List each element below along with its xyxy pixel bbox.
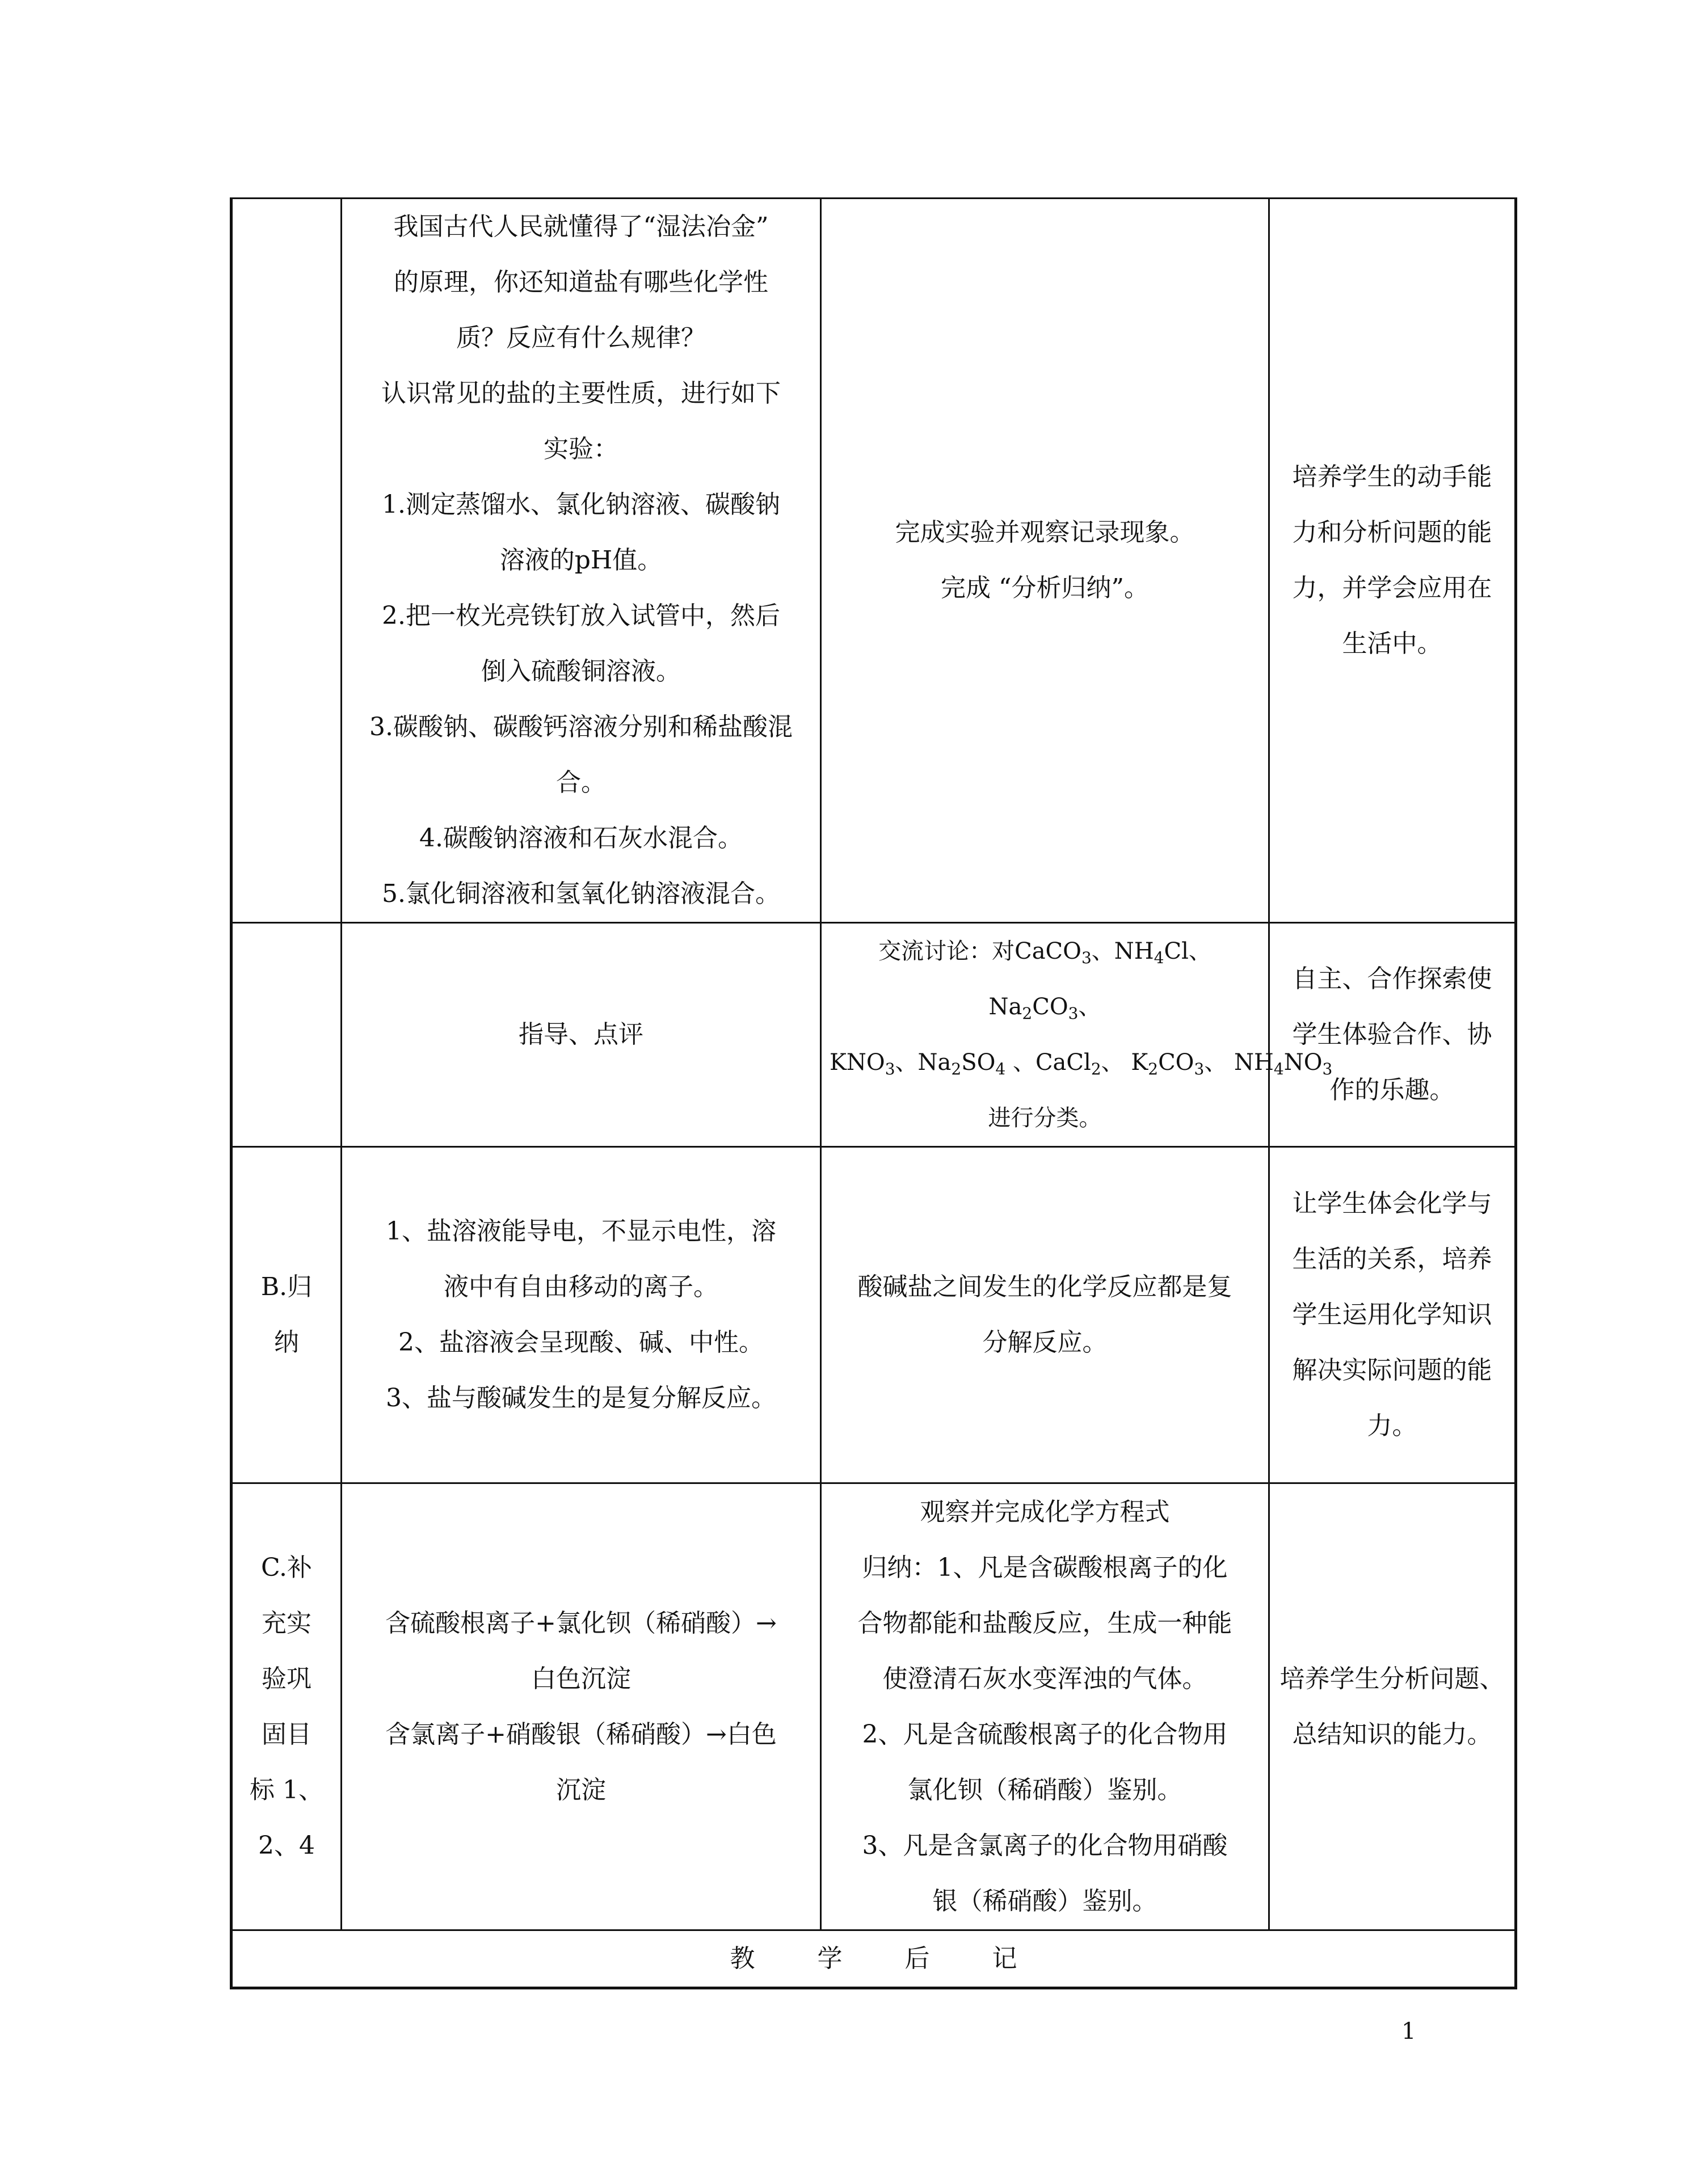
text-line: 2、凡是含硫酸根离子的化合物用 — [862, 1719, 1228, 1749]
text-line: C.补 — [260, 1553, 313, 1582]
text-line: 2、4 — [258, 1831, 315, 1860]
teaching-postscript-header — [231, 1930, 1516, 1988]
text-line: 溶液的pH值。 — [499, 546, 663, 575]
text-line: 倒入硫酸铜溶液。 — [481, 657, 681, 686]
postscript-char: 教 — [730, 1944, 755, 1973]
student-activity-cell — [821, 1483, 1269, 1930]
text-line: 解决实际问题的能 — [1292, 1356, 1492, 1385]
text-line: 2.把一枚光亮铁钉放入试管中，然后 — [382, 601, 780, 630]
text-line: 培养学生分析问题、 — [1279, 1664, 1505, 1693]
text-line: 使澄清石灰水变浑浊的气体。 — [882, 1664, 1207, 1693]
text-line: 银（稀硝酸）鉴别。 — [932, 1886, 1157, 1916]
text-line: 力和分析问题的能 — [1292, 518, 1492, 547]
text-line: 3、凡是含氯离子的化合物用硝酸 — [862, 1831, 1228, 1860]
text-line: 标 1、 — [250, 1775, 323, 1804]
phase-cell — [231, 199, 342, 923]
table-row — [231, 1483, 1516, 1930]
text-line: 分解反应。 — [982, 1328, 1108, 1357]
table-row — [231, 1147, 1516, 1483]
text-line: 含硫酸根离子+氯化钡（稀硝酸）→ — [385, 1608, 777, 1638]
design-intent-cell — [1269, 199, 1516, 923]
phase-cell — [231, 923, 342, 1147]
teacher-activity-cell — [342, 199, 821, 923]
table-row — [231, 199, 1516, 923]
text-line: 认识常见的盐的主要性质，进行如下 — [381, 379, 781, 408]
text-line: 的原理，你还知道盐有哪些化学性 — [394, 268, 768, 297]
student-activity-cell — [821, 1147, 1269, 1483]
text-line: 充实 — [262, 1608, 311, 1638]
phase-cell — [231, 1147, 342, 1483]
text-line: 力。 — [1367, 1411, 1417, 1440]
text-line: 液中有自由移动的离子。 — [444, 1272, 718, 1301]
text-line: 力，并学会应用在 — [1292, 574, 1492, 602]
text-line: 合。 — [556, 768, 606, 797]
text-line: 自主、合作探索使 — [1292, 964, 1492, 993]
design-intent-cell — [1269, 1147, 1516, 1483]
text-line: 含氯离子+硝酸银（稀硝酸）→白色 — [385, 1719, 777, 1749]
lesson-plan-table — [230, 197, 1517, 1989]
phase-cell — [231, 1483, 342, 1930]
postscript-char: 学 — [817, 1944, 843, 1973]
teacher-activity-cell — [342, 1483, 821, 1930]
design-intent-cell — [1269, 923, 1516, 1147]
text-line: 4.碳酸钠溶液和石灰水混合。 — [419, 824, 743, 853]
text-line: 生活的关系，培养 — [1292, 1245, 1492, 1274]
student-activity-cell — [821, 923, 1333, 1147]
text-line: 合物都能和盐酸反应，生成一种能 — [857, 1608, 1232, 1638]
text-line: 观察并完成化学方程式 — [920, 1497, 1170, 1527]
text-line: 纳 — [274, 1328, 299, 1357]
postscript-char: 记 — [992, 1944, 1017, 1973]
text-line: 酸碱盐之间发生的化学反应都是复 — [857, 1272, 1232, 1301]
teacher-activity-cell — [342, 1147, 821, 1483]
text-line: 氯化钡（稀硝酸）鉴别。 — [907, 1775, 1182, 1804]
text-line: B.归 — [260, 1272, 313, 1301]
text-line: 1.测定蒸馏水、氯化钠溶液、碳酸钠 — [382, 490, 780, 519]
text-line: 质？反应有什么规律？ — [456, 323, 706, 352]
text-line: 3.碳酸钠、碳酸钙溶液分别和稀盐酸混 — [369, 712, 793, 741]
student-activity-cell — [821, 199, 1269, 923]
text-line: 沉淀 — [556, 1775, 606, 1804]
table-row — [231, 1930, 1516, 1988]
text-line: 1、盐溶液能导电，不显示电性，溶 — [386, 1217, 776, 1246]
text-line: 实验： — [544, 435, 618, 463]
text-line: 白色沉淀 — [531, 1664, 631, 1693]
text-line: 进行分类。 — [988, 1105, 1102, 1131]
table-row — [231, 923, 1516, 1147]
text-line: 2、盐溶液会呈现酸、碱、中性。 — [398, 1328, 764, 1357]
postscript-char: 后 — [904, 1944, 930, 1973]
text-line: 我国古代人民就懂得了“湿法冶金” — [393, 212, 769, 241]
text-line: 完成 “分析归纳”。 — [941, 574, 1149, 602]
formula-line: $KNO_3$、$Na_2SO_4$ 、CaCl$_2$、 $K_2CO_3$、 $NH_4NO_3$ — [830, 1049, 1333, 1078]
design-intent-cell — [1269, 1483, 1516, 1930]
text-line: 指导、点评 — [519, 1020, 643, 1049]
text-line: 归纳：1、凡是含碳酸根离子的化 — [862, 1553, 1228, 1582]
formula-line: 交流讨论：对CaCO$_3$、$NH_4Cl$、$Na_2CO_3$、 — [878, 938, 1211, 1023]
text-line: 学生体验合作、协 — [1292, 1020, 1492, 1049]
text-line: 生活中。 — [1342, 629, 1442, 658]
teacher-activity-cell — [342, 923, 821, 1147]
text-line: 让学生体会化学与 — [1292, 1189, 1492, 1218]
text-line: 完成实验并观察记录现象。 — [895, 518, 1195, 547]
text-line: 学生运用化学知识 — [1292, 1300, 1492, 1329]
text-line: 总结知识的能力。 — [1292, 1719, 1492, 1749]
text-line: 作的乐趣。 — [1329, 1076, 1455, 1104]
text-line: 培养学生的动手能 — [1292, 462, 1492, 491]
text-line: 5.氯化铜溶液和氢氧化钠溶液混合。 — [382, 879, 780, 908]
text-line: 固目 — [262, 1719, 311, 1749]
page-number: 1 — [1401, 2018, 1416, 2044]
text-line: 验巩 — [262, 1664, 311, 1693]
text-line: 3、盐与酸碱发生的是复分解反应。 — [386, 1384, 776, 1413]
